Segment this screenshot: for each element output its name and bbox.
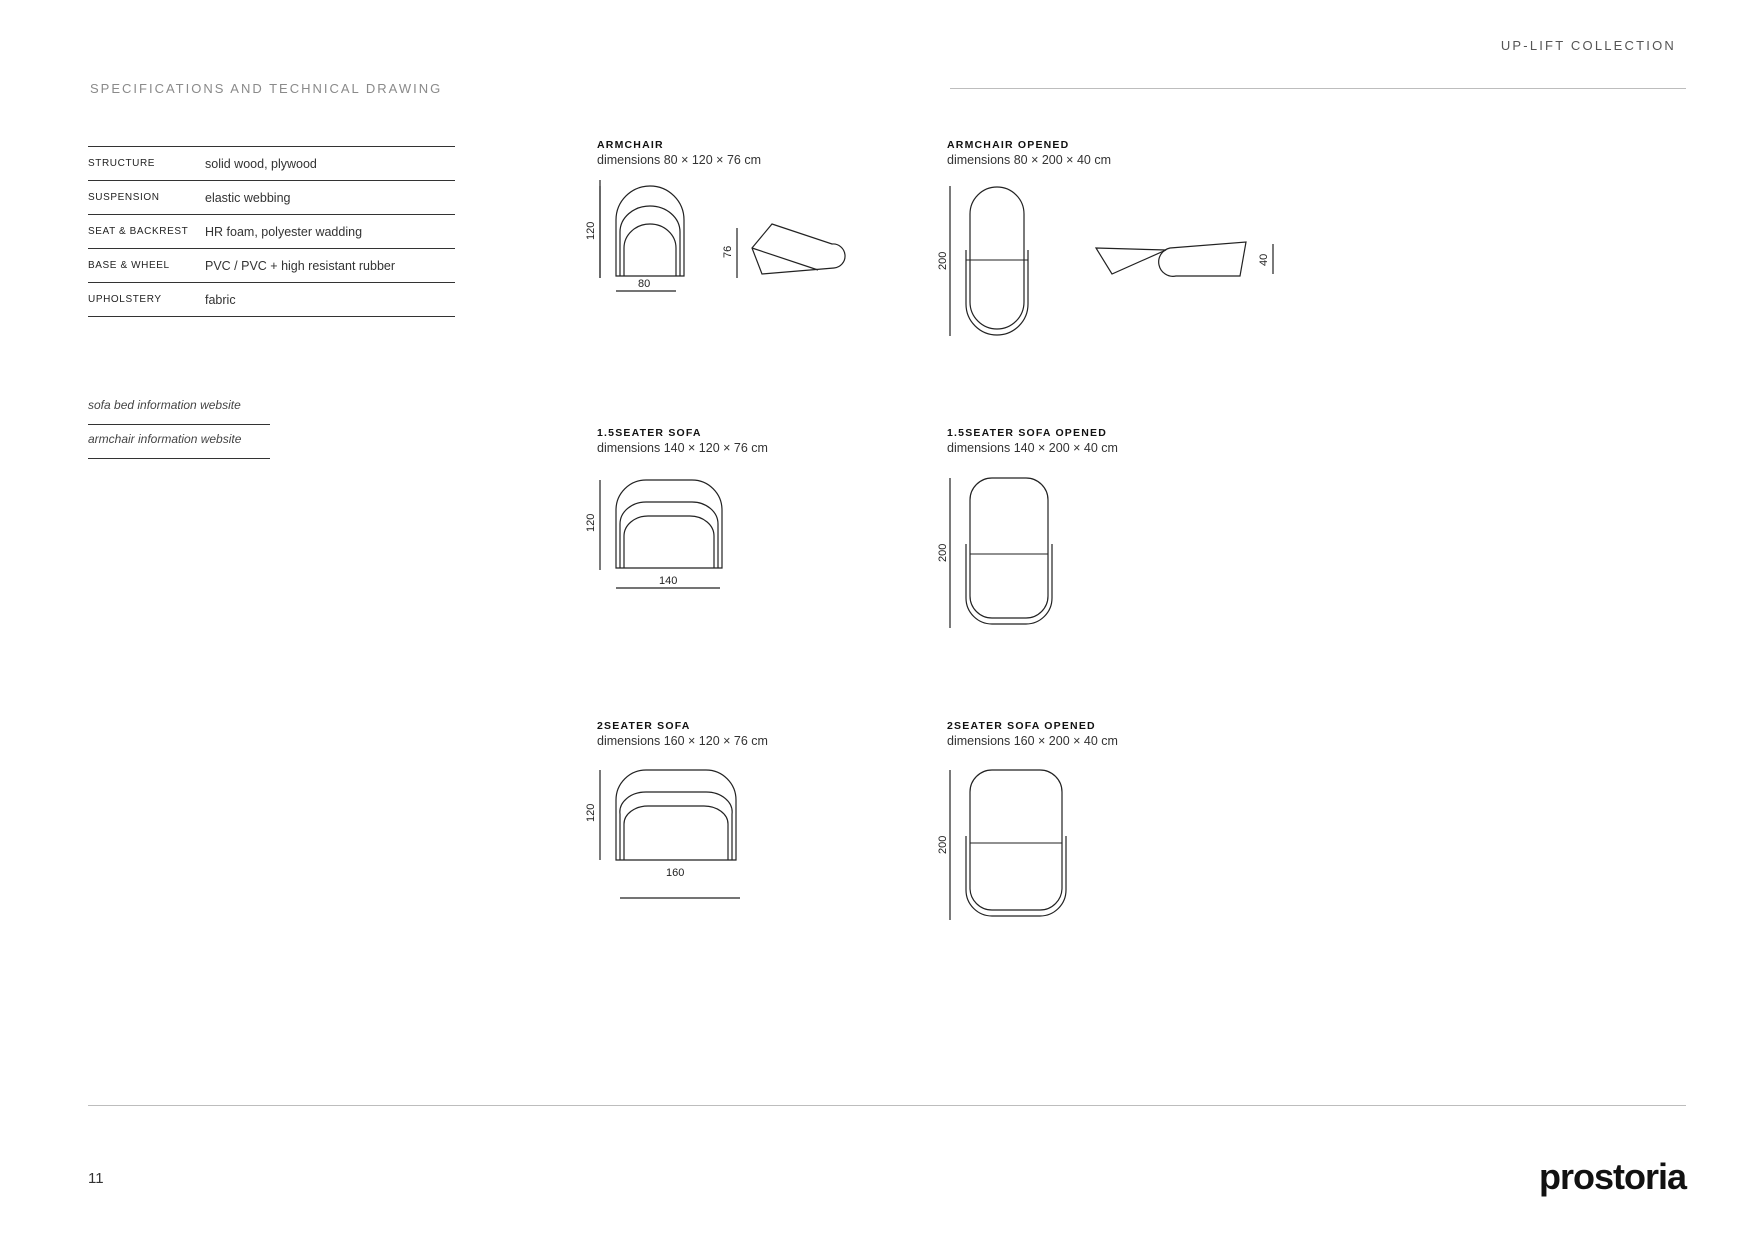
- armchair-side-label: 76: [722, 245, 734, 258]
- sofa2-opened-height-label: 200: [937, 835, 949, 854]
- header-divider: [950, 88, 1686, 89]
- page-number: 11: [88, 1170, 104, 1187]
- footer-divider: [88, 1105, 1686, 1106]
- armchair-website-link[interactable]: armchair information website: [88, 427, 270, 459]
- spec-row-upholstery: [88, 283, 455, 317]
- armchair-opened-side-label: 40: [1258, 253, 1270, 266]
- product-title: 1.5SEATER SOFA: [597, 427, 702, 439]
- spec-label: UPHOLSTERY: [88, 294, 162, 305]
- armchair-width-label: 80: [638, 278, 651, 290]
- product-dimensions: dimensions 80 × 200 × 40 cm: [947, 153, 1111, 167]
- sofa2-caption: [597, 720, 768, 748]
- sofa2-drawing: [580, 762, 760, 912]
- armchair-drawing: [580, 180, 860, 310]
- spec-label: BASE & WHEEL: [88, 260, 170, 271]
- product-title: ARMCHAIR OPENED: [947, 139, 1070, 151]
- sofa15-opened-caption: [947, 427, 1118, 455]
- sofa15-opened-drawing: [937, 470, 1100, 640]
- product-dimensions: dimensions 80 × 120 × 76 cm: [597, 153, 761, 167]
- spec-label: SUSPENSION: [88, 192, 160, 203]
- spec-table: [88, 146, 455, 317]
- spec-row-structure: [88, 147, 455, 181]
- spec-value: fabric: [205, 292, 236, 307]
- armchair-opened-caption: [947, 139, 1111, 167]
- sofa2-opened-caption: [947, 720, 1118, 748]
- sofa15-caption: [597, 427, 768, 455]
- armchair-caption: [597, 139, 761, 167]
- spec-row-seat-backrest: [88, 215, 455, 249]
- prostoria-logo: prostoria: [1538, 1156, 1686, 1197]
- product-title: 2SEATER SOFA: [597, 720, 691, 732]
- spec-label: STRUCTURE: [88, 158, 156, 169]
- info-links: [88, 393, 270, 461]
- sofa15-drawing: [580, 470, 760, 600]
- sofa-bed-website-link[interactable]: sofa bed information website: [88, 393, 270, 425]
- sofa15-height-label: 120: [585, 513, 597, 532]
- armchair-opened-drawing: [937, 180, 1280, 340]
- collection-title: UP-LIFT COLLECTION: [1500, 38, 1676, 53]
- armchair-height-label: 120: [585, 221, 597, 240]
- armchair-opened-height-label: 200: [937, 251, 949, 270]
- product-dimensions: dimensions 160 × 200 × 40 cm: [947, 734, 1118, 748]
- spec-row-suspension: [88, 181, 455, 215]
- product-title: 1.5SEATER SOFA OPENED: [947, 427, 1107, 439]
- product-dimensions: dimensions 140 × 120 × 76 cm: [597, 441, 768, 455]
- sofa2-height-label: 120: [585, 803, 597, 822]
- sofa15-opened-height-label: 200: [937, 543, 949, 562]
- sofa15-width-label: 140: [659, 575, 678, 587]
- product-title: ARMCHAIR: [597, 139, 664, 151]
- sofa2-opened-drawing: [937, 762, 1110, 932]
- sofa2-width-label: 160: [666, 867, 685, 879]
- spec-label: SEAT & BACKREST: [88, 226, 189, 237]
- spec-value: PVC / PVC + high resistant rubber: [205, 258, 396, 273]
- spec-row-base-wheel: [88, 249, 455, 283]
- section-title: SPECIFICATIONS AND TECHNICAL DRAWING: [90, 81, 443, 96]
- product-dimensions: dimensions 160 × 120 × 76 cm: [597, 734, 768, 748]
- spec-value: solid wood, plywood: [205, 156, 317, 171]
- spec-value: HR foam, polyester wadding: [205, 224, 363, 239]
- product-dimensions: dimensions 140 × 200 × 40 cm: [947, 441, 1118, 455]
- spec-value: elastic webbing: [205, 190, 291, 205]
- product-title: 2SEATER SOFA OPENED: [947, 720, 1096, 732]
